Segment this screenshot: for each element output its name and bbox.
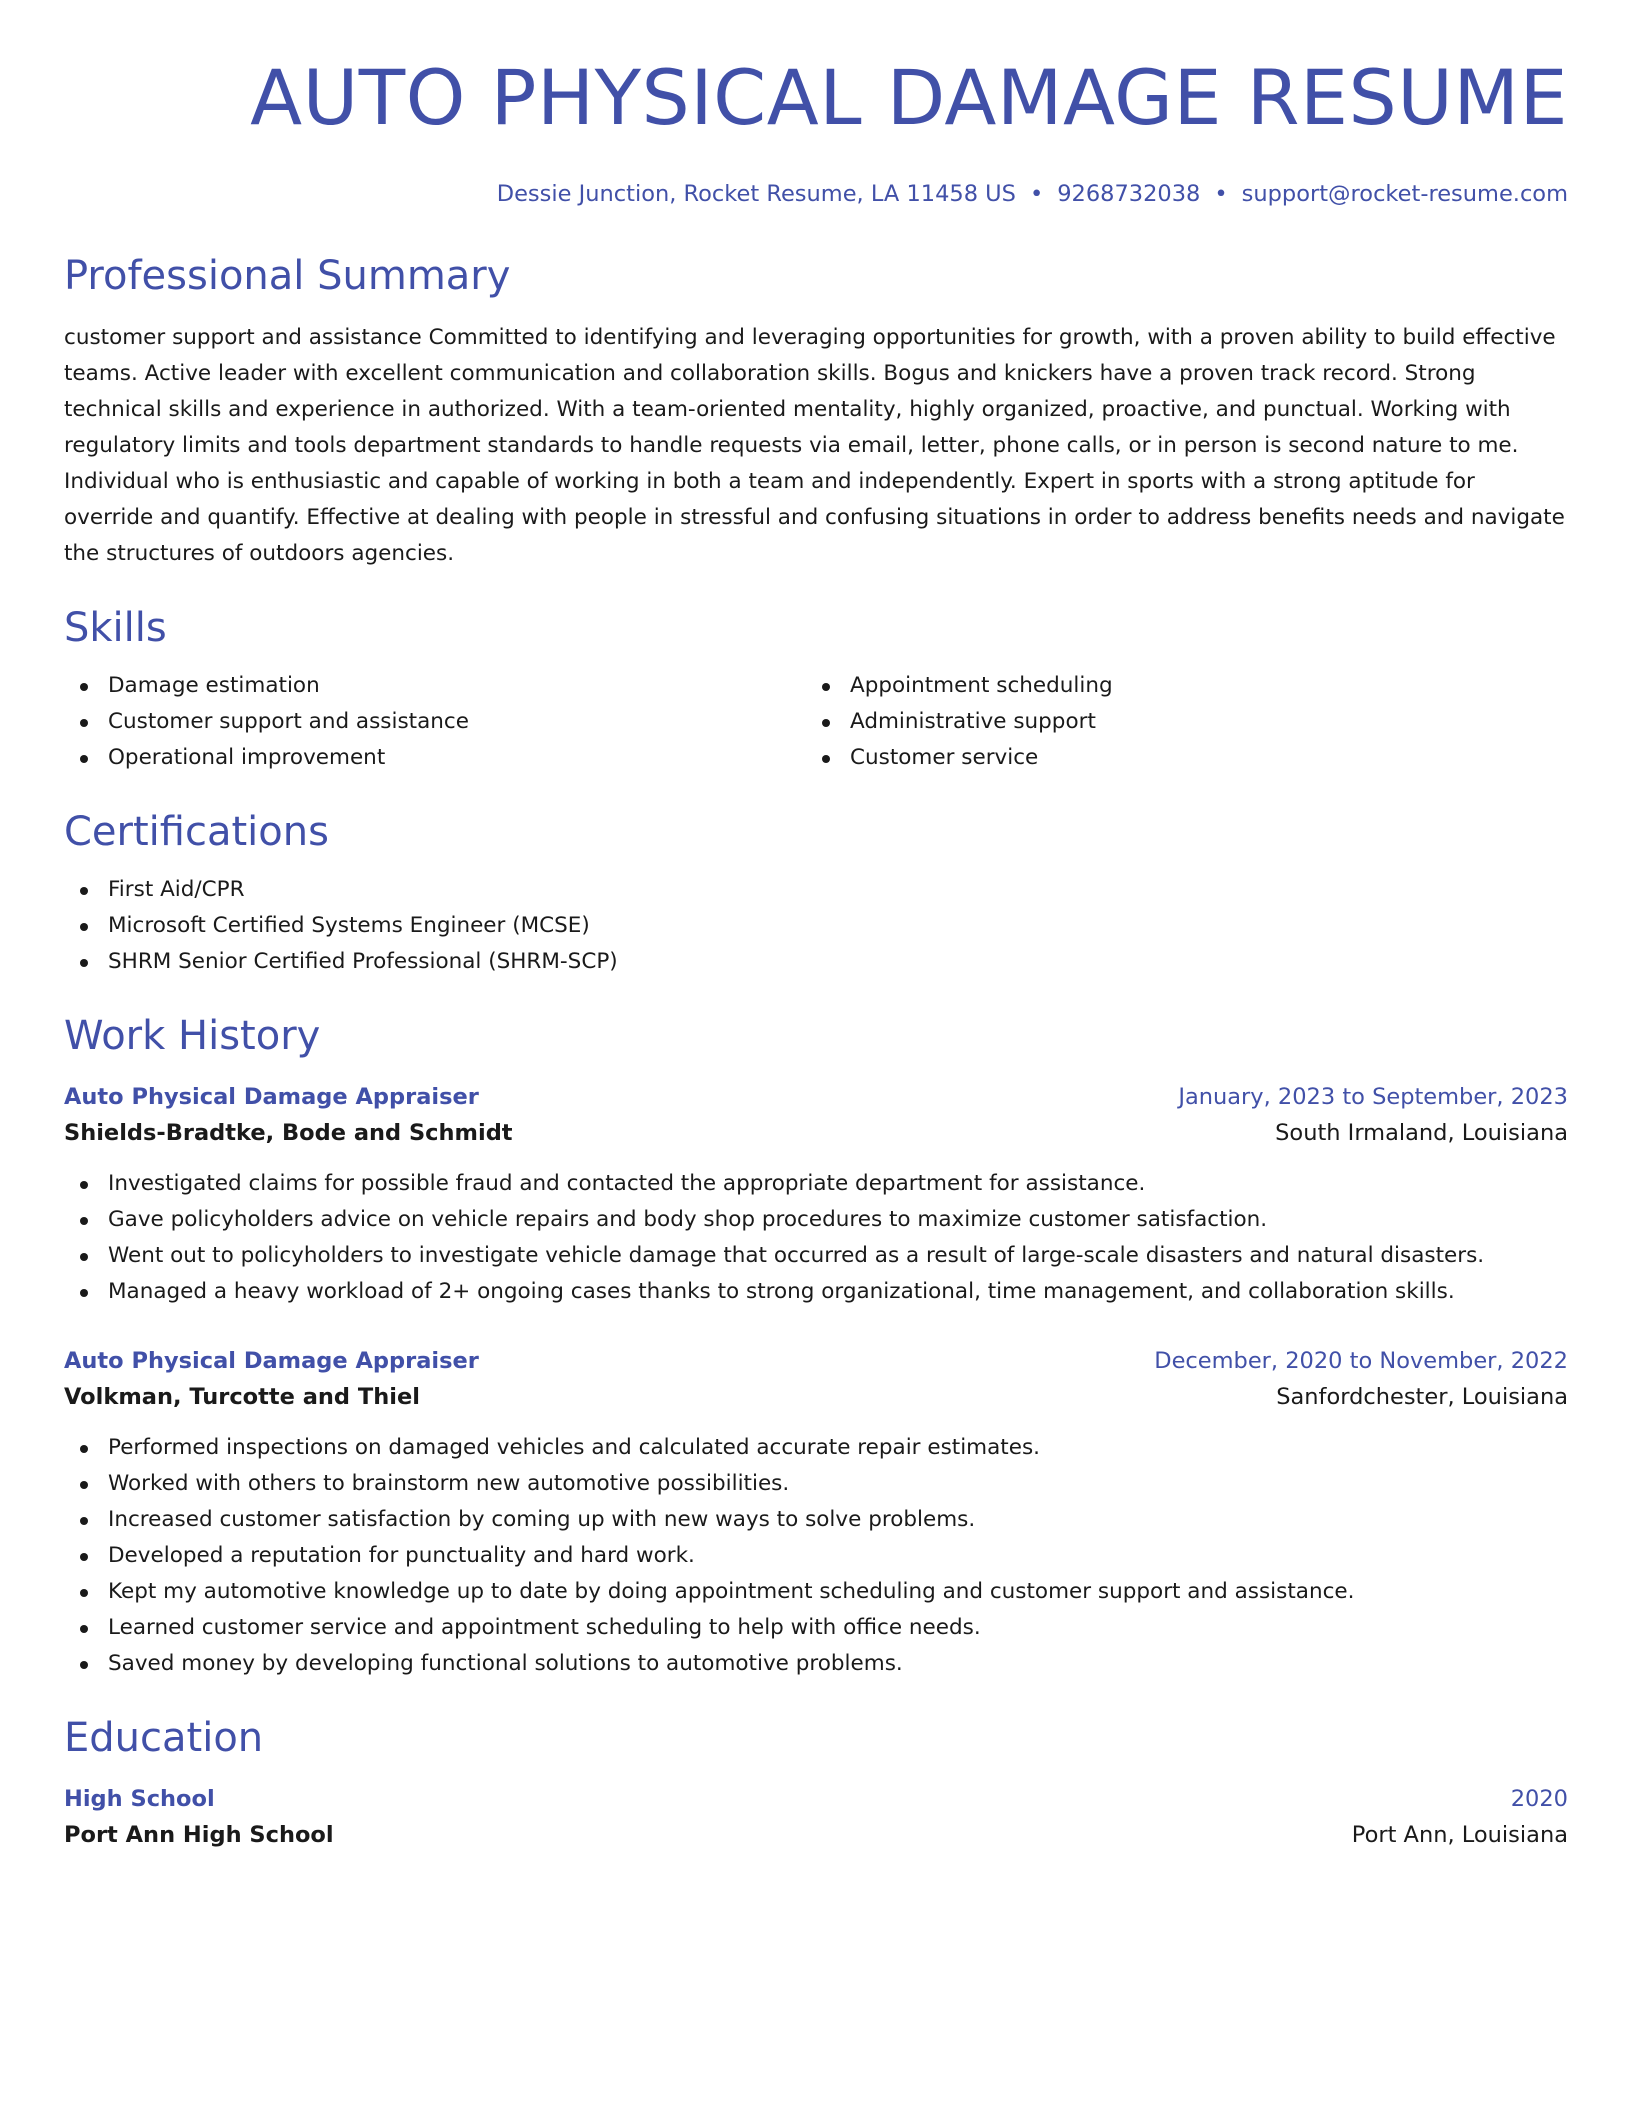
certifications-section <box>64 806 1568 980</box>
job-duty: Gave policyholders advice on vehicle repairs and body shop procedures to maximize customer satisfaction. <box>64 1202 1568 1238</box>
job-duty: Saved money by developing functional solutions to automotive problems. <box>64 1646 1568 1682</box>
job-duty: Developed a reputation for punctuality and hard work. <box>64 1538 1568 1574</box>
skill-item: Administrative support <box>806 704 1548 740</box>
education-school-row <box>64 1816 1568 1854</box>
contact-line <box>64 178 1568 210</box>
education-year: 2020 <box>1510 1786 1568 1812</box>
education-heading: Education <box>64 1715 264 1761</box>
contact-separator: • <box>1029 181 1044 207</box>
job-employer: Volkman, Turcotte and Thiel <box>64 1384 420 1410</box>
job-dates: December, 2020 to November, 2022 <box>1154 1348 1568 1374</box>
summary-text: customer support and assistance Committed to identifying and leveraging opportunities for growth, with a proven ability to build effective teams. Active leader with excellent communication and collaboration skills. Bogus and knickers have a proven track record. Strong technical skills and experience in authorized. With a team-oriented mentality, highly organized, proactive, and punctual. Working with regulatory limits and tools department standards to handle requests via email, letter, phone calls, or in person is second nature to me. Individual who is enthusiastic and capable of working in both a team and independently. Expert in sports with a strong aptitude for override and quantify. Effective at dealing with people in stressful and confusing situations in order to address benefits needs and navigate the structures of outdoors agencies. <box>64 325 1565 566</box>
education-location: Port Ann, Louisiana <box>1351 1822 1568 1848</box>
skills-list-right <box>806 668 1548 776</box>
job-duty: Went out to policyholders to investigate vehicle damage that occurred as a result of large-scale disasters and natural disasters. <box>64 1238 1568 1274</box>
resume-page <box>64 48 1568 1854</box>
job-title: Auto Physical Damage Appraiser <box>64 1348 479 1374</box>
job-duty: Kept my automotive knowledge up to date by doing appointment scheduling and customer support and assistance. <box>64 1574 1568 1610</box>
job-entry <box>64 1344 1568 1682</box>
job-duties-list <box>64 1430 1568 1682</box>
resume-title: AUTO PHYSICAL DAMAGE RESUME <box>250 53 1568 142</box>
job-employer: Shields-Bradtke, Bode and Schmidt <box>64 1120 513 1146</box>
job-employer-row <box>64 1378 1568 1416</box>
certification-item: Microsoft Certified Systems Engineer (MCSE) <box>64 908 1568 944</box>
skill-item: Operational improvement <box>64 740 806 776</box>
job-duty: Increased customer satisfaction by coming up with new ways to solve problems. <box>64 1502 1568 1538</box>
job-location: South Irmaland, Louisiana <box>1275 1120 1568 1146</box>
education-section <box>64 1712 1568 1854</box>
job-duty: Performed inspections on damaged vehicles and calculated accurate repair estimates. <box>64 1430 1568 1466</box>
job-dates: January, 2023 to September, 2023 <box>1178 1084 1568 1110</box>
job-duty: Worked with others to brainstorm new automotive possibilities. <box>64 1466 1568 1502</box>
job-duty: Learned customer service and appointment scheduling to help with office needs. <box>64 1610 1568 1646</box>
skill-item: Customer service <box>806 740 1548 776</box>
skills-heading: Skills <box>64 605 167 651</box>
certification-item: SHRM Senior Certified Professional (SHRM-SCP) <box>64 944 1568 980</box>
education-entry <box>64 1782 1568 1854</box>
skill-item: Appointment scheduling <box>806 668 1548 704</box>
skill-item: Damage estimation <box>64 668 806 704</box>
certification-item: First Aid/CPR <box>64 872 1568 908</box>
contact-email[interactable]: support@rocket-resume.com <box>1241 181 1568 207</box>
skills-section <box>64 602 1568 776</box>
contact-phone: 9268732038 <box>1057 181 1201 207</box>
job-duties-list <box>64 1166 1568 1310</box>
job-entry <box>64 1080 1568 1310</box>
work-history-section <box>64 1010 1568 1682</box>
contact-address: Dessie Junction, Rocket Resume, LA 11458 US <box>496 181 1016 207</box>
skills-list-left <box>64 668 806 776</box>
education-header-row <box>64 1782 1568 1816</box>
work-history-heading: Work History <box>64 1013 321 1059</box>
education-school: Port Ann High School <box>64 1822 334 1848</box>
skills-grid <box>64 668 1568 776</box>
skill-item: Customer support and assistance <box>64 704 806 740</box>
contact-separator: • <box>1214 181 1228 207</box>
job-header-row <box>64 1344 1568 1378</box>
job-header-row <box>64 1080 1568 1114</box>
summary-heading: Professional Summary <box>64 253 511 299</box>
job-duty: Managed a heavy workload of 2+ ongoing cases thanks to strong organizational, time management, and collaboration skills. <box>64 1274 1568 1310</box>
job-employer-row <box>64 1114 1568 1152</box>
education-degree: High School <box>64 1786 215 1812</box>
certifications-list <box>64 872 1568 980</box>
job-location: Sanfordchester, Louisiana <box>1276 1384 1568 1410</box>
certifications-heading: Certifications <box>64 809 329 855</box>
job-title: Auto Physical Damage Appraiser <box>64 1084 479 1110</box>
job-duty: Investigated claims for possible fraud and contacted the appropriate department for assistance. <box>64 1166 1568 1202</box>
